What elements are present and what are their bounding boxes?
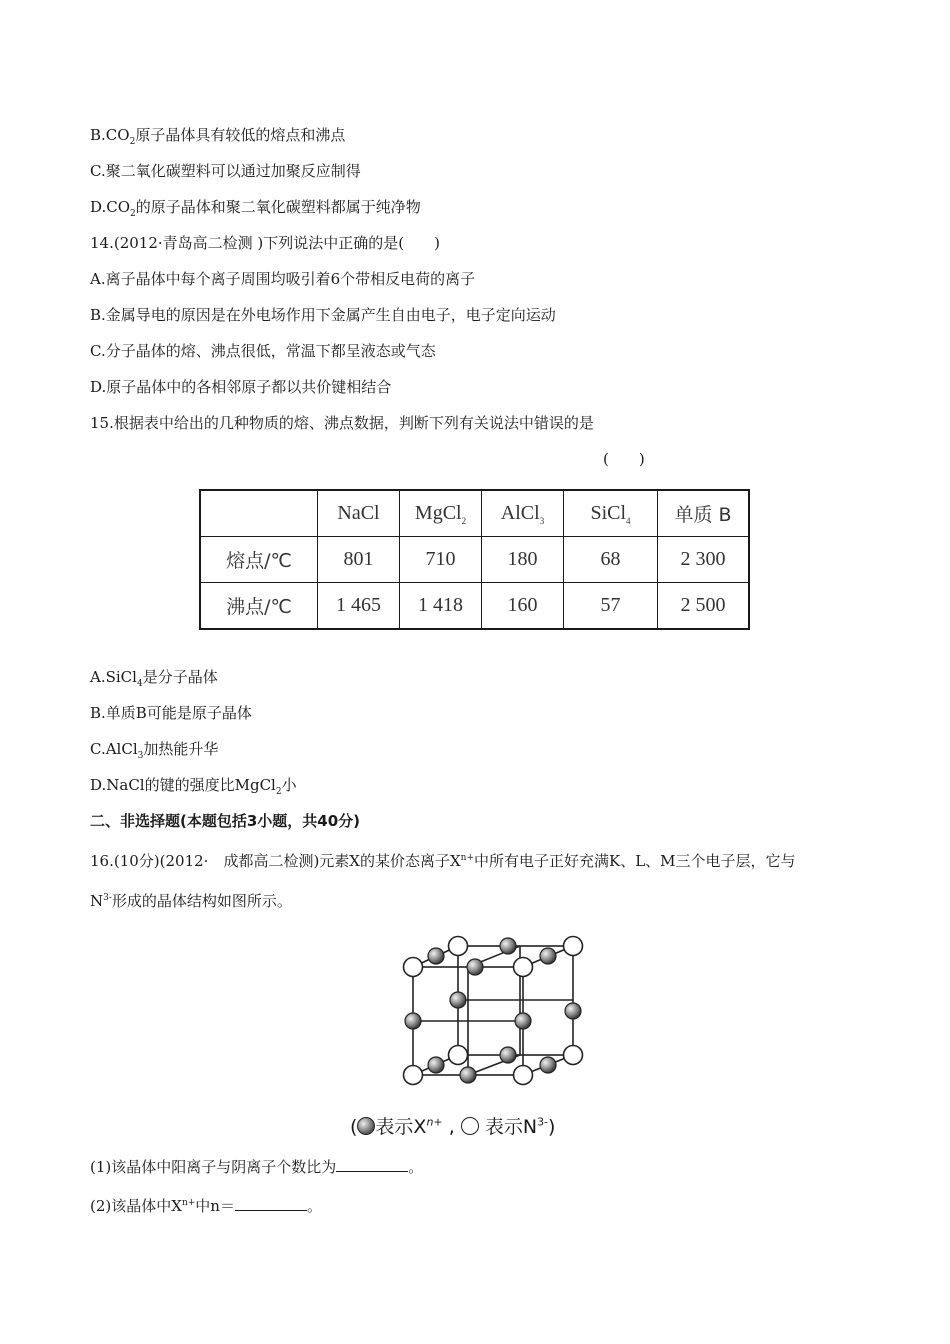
cation-sphere [467, 959, 483, 975]
crystal-structure-figure [390, 930, 600, 1100]
q14-stem: 14.(2012·青岛高二检测 )下列说法中正确的是( ) [90, 234, 440, 252]
legend-separator: , [448, 1116, 455, 1138]
figure-legend [350, 1112, 555, 1139]
q15-option-c: C.AlCl$_3$加热能升华 [90, 740, 219, 761]
table-cell: 2 500 [658, 583, 750, 630]
table-header: MgCl$_2$ [400, 490, 482, 537]
answer-blank-2[interactable] [235, 1196, 307, 1211]
anion-circle [564, 937, 583, 956]
table-row-label: 沸点/℃ [200, 583, 318, 630]
q16-sub2: (2)该晶体中$X^{n+}$中n＝ 。 [90, 1197, 322, 1215]
table-cell: 710 [400, 537, 482, 583]
section-heading: 二、非选择题(本题包括3小题，共40分) [90, 812, 361, 830]
cation-sphere [515, 1013, 531, 1029]
table-row [200, 537, 749, 583]
cation-sphere [500, 1047, 516, 1063]
table-cell: 57 [564, 583, 658, 630]
cation-sphere [405, 1013, 421, 1029]
cation-sphere [460, 1067, 476, 1083]
table-cell: 180 [482, 537, 564, 583]
table-cell: 801 [318, 537, 400, 583]
legend-close-paren: ) [548, 1116, 556, 1138]
q16-stem-line2: $N^{3-}$形成的晶体结构如图所示。 [90, 892, 292, 910]
q15-stem: 15.根据表中给出的几种物质的熔、沸点数据，判断下列有关说法中错误的是 [90, 414, 594, 432]
table-cell: 1 465 [318, 583, 400, 630]
q13-option-c: C.聚二氧化碳塑料可以通过加聚反应制得 [90, 162, 361, 180]
table-header: SiCl$_4$ [564, 490, 658, 537]
anion-circle [404, 1066, 423, 1085]
table-header-row [200, 490, 749, 537]
table-row [200, 583, 749, 630]
table-header: AlCl$_3$ [482, 490, 564, 537]
anion-circle [404, 958, 423, 977]
cation-sphere [428, 1057, 444, 1073]
q14-option-d: D.原子晶体中的各相邻原子都以共价键相结合 [90, 378, 392, 396]
table-row-label: 熔点/℃ [200, 537, 318, 583]
table-cell: 2 300 [658, 537, 750, 583]
cation-sphere [428, 948, 444, 964]
anion-circle [564, 1046, 583, 1065]
cation-sphere [540, 1057, 556, 1073]
lattice-lines [413, 946, 573, 1075]
cation-legend-icon [357, 1117, 375, 1135]
table-cell: 68 [564, 537, 658, 583]
cation-sphere [540, 948, 556, 964]
q14-option-b: B.金属导电的原因是在外电场作用下金属产生自由电子，电子定向运动 [90, 306, 556, 324]
q15-option-a: A.SiCl$_4$是分子晶体 [90, 668, 218, 689]
cation-sphere [565, 1003, 581, 1019]
answer-blank-1[interactable] [336, 1157, 408, 1172]
q15-option-d: D.NaCl的键的强度比MgCl$_2$小 [90, 776, 297, 797]
q16-sub1: (1)该晶体中阳离子与阴离子个数比为 。 [90, 1158, 424, 1176]
anion-circle [514, 958, 533, 977]
anion-legend-label: 表示$N^{3-}$ [484, 1115, 549, 1138]
anion-legend-icon [461, 1117, 479, 1135]
q15-answer-paren: ( ) [603, 450, 645, 468]
anion-circle [449, 1046, 468, 1065]
q13-option-d: $D.CO_2$的原子晶体和聚二氧化碳塑料都属于纯净物 [90, 198, 421, 219]
melting-boiling-table [199, 489, 750, 630]
q14-option-c: C.分子晶体的熔、沸点很低，常温下都呈液态或气态 [90, 342, 436, 360]
q13-option-b: $B.CO_2$原子晶体具有较低的熔点和沸点 [90, 126, 346, 147]
table-cell: 160 [482, 583, 564, 630]
cation-sites [405, 938, 581, 1083]
table-header: NaCl [318, 490, 400, 537]
q14-option-a: A.离子晶体中每个离子周围均吸引着6个带相反电荷的离子 [90, 270, 476, 288]
anion-circle [514, 1066, 533, 1085]
table-cell: 1 418 [400, 583, 482, 630]
table-header: 单质 B [658, 490, 750, 537]
table-corner-cell [200, 490, 318, 537]
legend-open-paren: ( [350, 1116, 358, 1138]
q16-stem: 16.(10分)(2012· 成都高二检测)元素X的某价态离子$X^{n+}$中所有电子正好充满K、L、M三个电子层，它与 [90, 852, 796, 870]
cation-legend-label: 表示$X^{n+}$ [375, 1115, 443, 1138]
q15-option-b: B.单质B可能是原子晶体 [90, 704, 252, 722]
anion-circle [449, 937, 468, 956]
cation-sphere [450, 992, 466, 1008]
cation-sphere [500, 938, 516, 954]
